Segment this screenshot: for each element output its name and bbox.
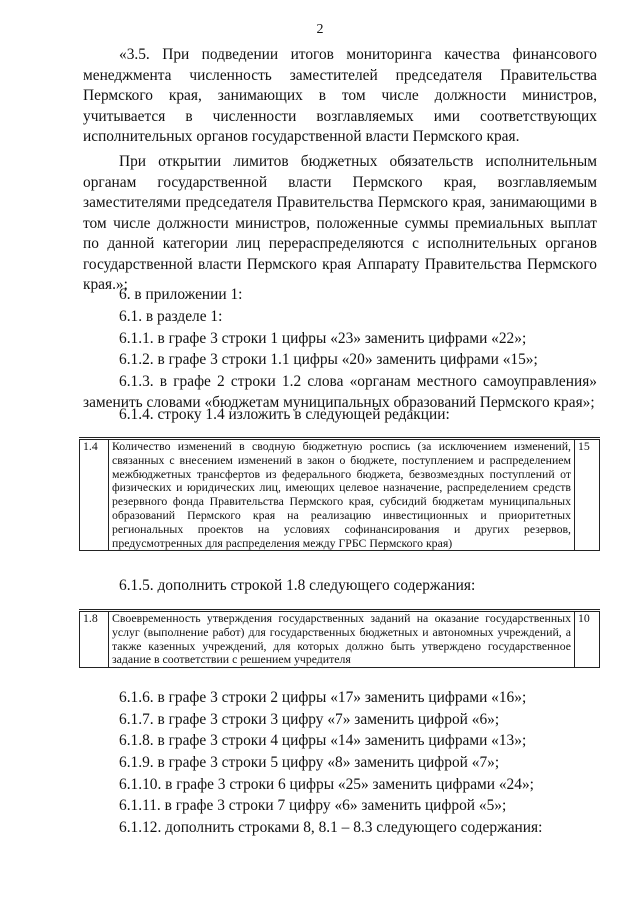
page-number: 2 <box>316 22 324 37</box>
item-6-1-3: 6.1.3. в графе 2 строки 1.2 слова «органам местного самоуправления» заменить словами «бюджетам муниципальных образований Пермского края»; <box>83 373 597 411</box>
item-6-1-11: 6.1.11. в графе 3 строки 7 цифру «6» заменить цифрой «5»; <box>119 797 507 814</box>
item-6-1: 6.1. в разделе 1: <box>119 308 223 325</box>
item-6-1-2: 6.1.2. в графе 3 строки 1.1 цифры «20» заменить цифрами «15»; <box>119 351 538 368</box>
item-6-1-4: 6.1.4. строку 1.4 изложить в следующей редакции: <box>119 406 450 423</box>
table-row-1-4 <box>79 437 600 551</box>
table-row-value: 10 <box>575 611 600 668</box>
item-6-1-9: 6.1.9. в графе 3 строки 5 цифру «8» заменить цифрой «7»; <box>119 754 500 771</box>
item-6-1-12: 6.1.12. дополнить строками 8, 8.1 – 8.3 следующего содержания: <box>119 819 543 836</box>
table-row-number: 1.8 <box>80 611 109 668</box>
table-row-1-8 <box>79 609 600 668</box>
paragraph-limits: При открытии лимитов бюджетных обязательств исполнительным органам государственной власти Пермского края, возглавляемым заместителями председателя Правительства Пермского края, занимающими в том числе должности министров, положенные суммы премиальных выплат по данной категории лиц перераспределяются с исполнительных органов государственной власти Пермского края Аппарату Правительства Пермского края.»; <box>83 153 597 293</box>
item-6-1-7: 6.1.7. в графе 3 строки 3 цифру «7» заменить цифрой «6»; <box>119 711 500 728</box>
table-row-text: Количество изменений в сводную бюджетную роспись (за исключением изменений, связанных с внесением изменений в закон о бюджете, поступлением и распределением межбюджетных трансфертов из федерального бюджета, безвозмездных поступлений от физических и юридических лиц, имеющих целевое назначение, распределением средств резервного фонда Правительства Пермского края, субсидий бюджетам муниципальных образований Пермского края на реализацию инвестиционных и приоритетных региональных проектов на условиях софинансирования и других резервов, предусмотренных для распределения между ГРБС Пермского края) <box>109 439 575 551</box>
table-row-value: 15 <box>575 439 600 551</box>
item-6-1-1: 6.1.1. в графе 3 строки 1 цифры «23» заменить цифрами «22»; <box>119 330 527 347</box>
item-6-1-5: 6.1.5. дополнить строкой 1.8 следующего содержания: <box>119 577 476 594</box>
item-6: 6. в приложении 1: <box>119 286 243 303</box>
item-6-1-8: 6.1.8. в графе 3 строки 4 цифры «14» заменить цифрами «13»; <box>119 732 527 749</box>
table-row-number: 1.4 <box>80 439 109 551</box>
paragraph-3-5: «3.5. При подведении итогов мониторинга качества финансового менеджмента численность заместителей председателя Правительства Пермского края, занимающих в том числе должности министров, учитывается в численности возглавляемых ими соответствующих исполнительных органов государственной власти Пермского края. <box>83 46 597 145</box>
table-row-text: Своевременность утверждения государственных заданий на оказание государственных услуг (выполнение работ) для государственных бюджетных и автономных учреждений, а также казенных учреждений, для которых должно быть утверждено государственное задание в соответствии с решением учредителя <box>109 611 575 668</box>
item-6-1-6: 6.1.6. в графе 3 строки 2 цифры «17» заменить цифрами «16»; <box>119 689 527 706</box>
item-6-1-10: 6.1.10. в графе 3 строки 6 цифры «25» заменить цифрами «24»; <box>119 776 534 793</box>
